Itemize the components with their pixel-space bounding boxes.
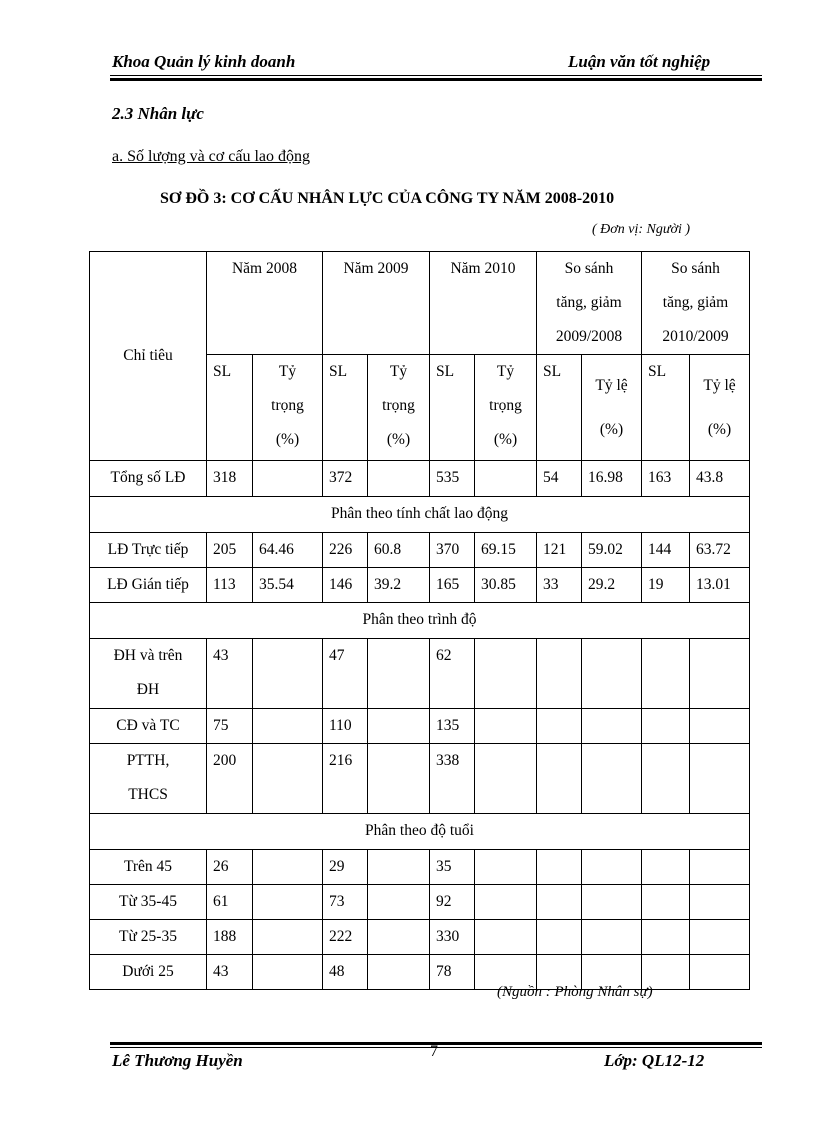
cell <box>253 639 323 709</box>
cell: 165 <box>430 568 475 603</box>
cell <box>368 850 430 885</box>
cell: 113 <box>207 568 253 603</box>
row-label: ĐH và trên ĐH <box>90 639 207 709</box>
cell <box>642 885 690 920</box>
cell <box>642 850 690 885</box>
cell <box>253 461 323 497</box>
header-rule-thick <box>110 78 762 81</box>
cell: 13.01 <box>690 568 750 603</box>
cell <box>368 955 430 990</box>
cell: 47 <box>323 639 368 709</box>
cell <box>582 920 642 955</box>
row-label: Dưới 25 <box>90 955 207 990</box>
cell: 39.2 <box>368 568 430 603</box>
table-row <box>90 568 750 603</box>
cell <box>690 885 750 920</box>
cell <box>368 461 430 497</box>
cell <box>582 850 642 885</box>
cell <box>368 709 430 744</box>
cell <box>642 744 690 814</box>
cell: 30.85 <box>475 568 537 603</box>
table-row <box>90 709 750 744</box>
row-label: Từ 35-45 <box>90 885 207 920</box>
cell <box>690 955 750 990</box>
cell <box>475 709 537 744</box>
row-label: Trên 45 <box>90 850 207 885</box>
cell <box>537 920 582 955</box>
cell <box>475 850 537 885</box>
cell: 60.8 <box>368 533 430 568</box>
cell <box>690 639 750 709</box>
cell: 16.98 <box>582 461 642 497</box>
footer-class: Lớp: QL12-12 <box>604 1051 705 1070</box>
cell <box>690 850 750 885</box>
table-row <box>90 850 750 885</box>
cell: 535 <box>430 461 475 497</box>
header-rule-thin <box>110 75 762 76</box>
table-row <box>90 533 750 568</box>
cell: 43 <box>207 639 253 709</box>
cell: 318 <box>207 461 253 497</box>
cell: 59.02 <box>582 533 642 568</box>
section-title: 2.3 Nhân lực <box>112 104 204 123</box>
cell: 54 <box>537 461 582 497</box>
unit-note: ( Đơn vị: Người ) <box>592 222 691 237</box>
row-label: Tổng số LĐ <box>90 461 207 497</box>
cell: 92 <box>430 885 475 920</box>
header-ty-le: Tỷ lệ (%) <box>582 355 642 461</box>
row-label: Từ 25-35 <box>90 920 207 955</box>
cell: 29.2 <box>582 568 642 603</box>
header-faculty: Khoa Quản lý kinh doanh <box>112 52 296 71</box>
table-row <box>90 885 750 920</box>
cell: 43.8 <box>690 461 750 497</box>
cell: 35 <box>430 850 475 885</box>
cell: 75 <box>207 709 253 744</box>
cell <box>253 850 323 885</box>
source-note: (Nguồn : Phòng Nhân sự) <box>497 984 653 1000</box>
cell <box>642 920 690 955</box>
header-chi-tieu: Chỉ tiêu <box>90 252 207 461</box>
cell: 146 <box>323 568 368 603</box>
cell: 29 <box>323 850 368 885</box>
cell <box>475 920 537 955</box>
cell <box>537 744 582 814</box>
cell <box>475 744 537 814</box>
cell <box>253 920 323 955</box>
cell: 188 <box>207 920 253 955</box>
cell: 26 <box>207 850 253 885</box>
table-row <box>90 639 750 709</box>
cell: 216 <box>323 744 368 814</box>
cell: 43 <box>207 955 253 990</box>
cell: 163 <box>642 461 690 497</box>
cell: 370 <box>430 533 475 568</box>
cell: 200 <box>207 744 253 814</box>
cell: 110 <box>323 709 368 744</box>
footer-author: Lê Thương Huyền <box>112 1051 243 1070</box>
cell <box>537 709 582 744</box>
header-ty-trong: Tỷ trọng (%) <box>475 355 537 461</box>
group-title-labor-type: Phân theo tính chất lao động <box>90 497 750 533</box>
cell <box>253 955 323 990</box>
cell: 48 <box>323 955 368 990</box>
cell <box>537 885 582 920</box>
header-sl: SL <box>207 355 253 461</box>
header-ty-trong: Tỷ trọng (%) <box>253 355 323 461</box>
row-label: LĐ Gián tiếp <box>90 568 207 603</box>
cell: 226 <box>323 533 368 568</box>
header-sl: SL <box>537 355 582 461</box>
cell <box>582 639 642 709</box>
cell: 64.46 <box>253 533 323 568</box>
header-ty-trong: Tỷ trọng (%) <box>368 355 430 461</box>
header-sl: SL <box>323 355 368 461</box>
cell: 61 <box>207 885 253 920</box>
cell <box>642 709 690 744</box>
header-ty-le: Tỷ lệ (%) <box>690 355 750 461</box>
group-title-age: Phân theo độ tuổi <box>90 814 750 850</box>
cell <box>253 744 323 814</box>
cell: 121 <box>537 533 582 568</box>
cell: 19 <box>642 568 690 603</box>
cell <box>368 639 430 709</box>
row-label: PTTH, THCS <box>90 744 207 814</box>
cell: 372 <box>323 461 368 497</box>
header-thesis: Luận văn tốt nghiệp <box>568 52 711 71</box>
subsection-title: a. Số lượng và cơ cấu lao động <box>112 148 310 165</box>
cell <box>537 639 582 709</box>
cell: 69.15 <box>475 533 537 568</box>
header-compare-2010: So sánh tăng, giảm 2010/2009 <box>642 252 750 355</box>
cell <box>582 885 642 920</box>
header-year-2008: Năm 2008 <box>207 252 323 355</box>
cell: 338 <box>430 744 475 814</box>
cell: 35.54 <box>253 568 323 603</box>
cell <box>690 709 750 744</box>
cell <box>582 744 642 814</box>
cell: 144 <box>642 533 690 568</box>
cell <box>475 885 537 920</box>
cell <box>642 639 690 709</box>
table-row <box>90 744 750 814</box>
cell: 78 <box>430 955 475 990</box>
header-year-2010: Năm 2010 <box>430 252 537 355</box>
cell <box>690 920 750 955</box>
cell <box>253 885 323 920</box>
header-sl: SL <box>430 355 475 461</box>
table-row <box>90 920 750 955</box>
cell <box>475 639 537 709</box>
table-title: SƠ ĐỒ 3: CƠ CẤU NHÂN LỰC CỦA CÔNG TY NĂM 2008-2010 <box>160 190 615 207</box>
cell: 62 <box>430 639 475 709</box>
cell: 33 <box>537 568 582 603</box>
cell <box>582 709 642 744</box>
cell: 205 <box>207 533 253 568</box>
cell: 63.72 <box>690 533 750 568</box>
cell: 330 <box>430 920 475 955</box>
cell <box>368 920 430 955</box>
row-label: CĐ và TC <box>90 709 207 744</box>
cell: 135 <box>430 709 475 744</box>
cell <box>253 709 323 744</box>
cell: 73 <box>323 885 368 920</box>
cell: 222 <box>323 920 368 955</box>
row-label: LĐ Trực tiếp <box>90 533 207 568</box>
table-row <box>90 461 750 497</box>
cell <box>475 461 537 497</box>
cell <box>537 850 582 885</box>
group-title-education: Phân theo trình độ <box>90 603 750 639</box>
cell <box>690 744 750 814</box>
header-compare-2009: So sánh tăng, giảm 2009/2008 <box>537 252 642 355</box>
cell <box>368 744 430 814</box>
header-sl: SL <box>642 355 690 461</box>
header-year-2009: Năm 2009 <box>323 252 430 355</box>
cell <box>368 885 430 920</box>
workforce-table <box>89 251 750 990</box>
page-number: 7 <box>430 1043 438 1060</box>
